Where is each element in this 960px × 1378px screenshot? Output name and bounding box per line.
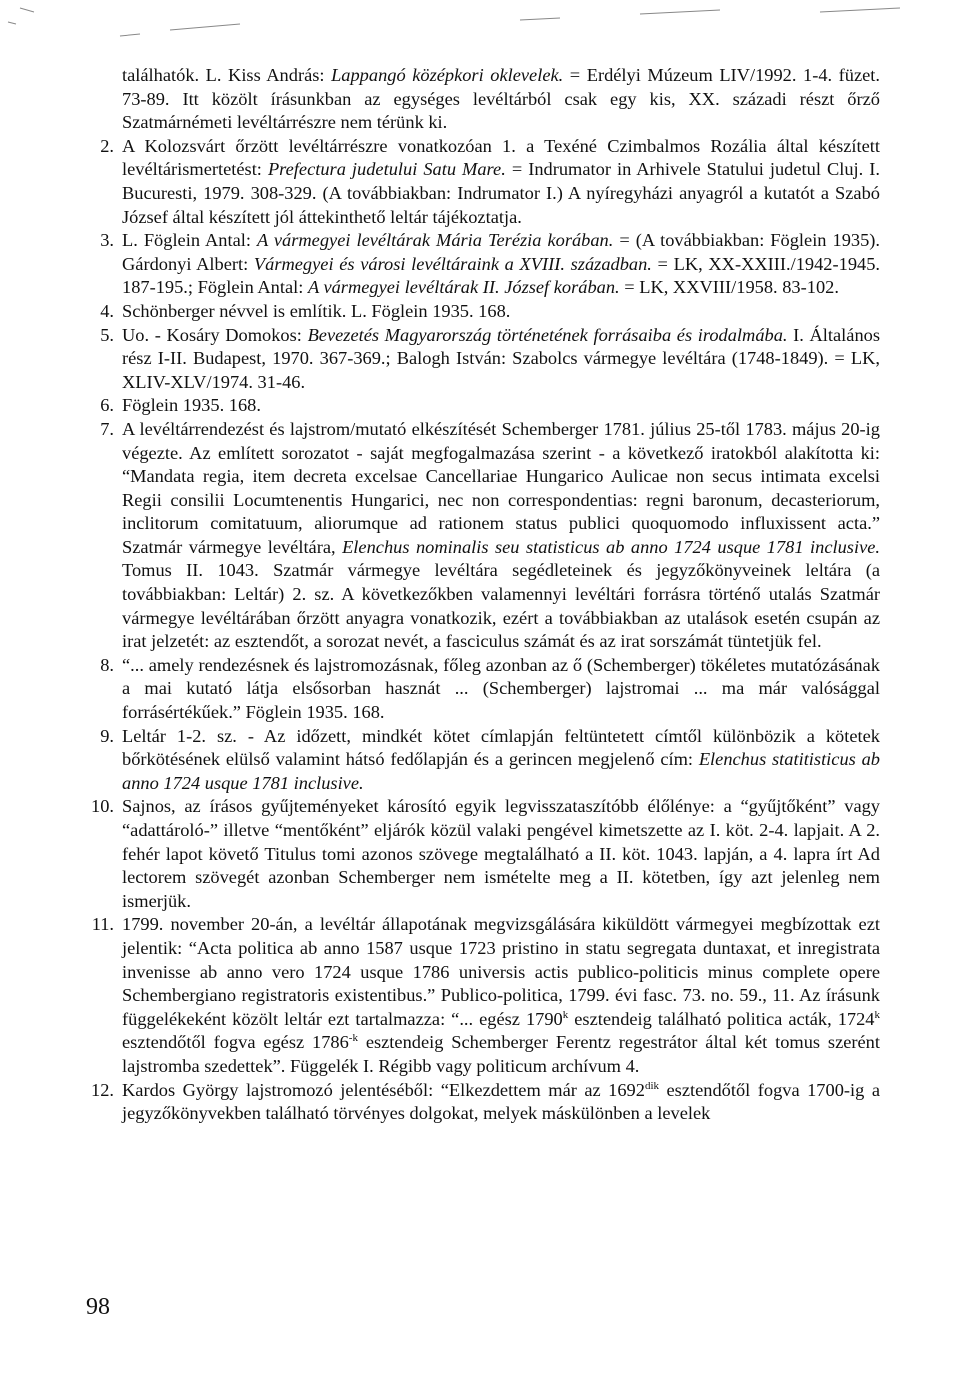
- footnote-number: 6.: [100, 395, 114, 416]
- text-run: “... amely rendezésnek és lajstromozásnak, főleg azonban az ő (Schemberger) tökéletes mutatózásának a mai kutató látja elsősorban hasznát ... (Schemberger) lajstromai ... ma már valósággal forrásértékűek.” Föglein 1935. 168.: [122, 654, 880, 723]
- text-run: esztendeig található politica acták, 1724: [568, 1008, 875, 1029]
- footnote-number: 11.: [91, 914, 114, 935]
- text-run: Kardos György lajstromozó jelentéséből: “Elkezdettem már az 1692: [122, 1079, 645, 1100]
- text-run: Leltár 1-2. sz. - Az időzett, mindkét kötet címlapján feltüntetett címtől különbözik a kötetek bőrkötésének elülső valamint hátsó fedőlapján és a gerincen megjelenő cím:: [122, 725, 880, 770]
- text-run: Sajnos, az írásos gyűjteményeket károsító egyik legvisszataszítóbb élőlénye: a “gyűjtőként” vagy “adattároló-” illetve “mentőként” eljárók közül valaki pengével kimetszette az I. köt. 2-4. lapjait. A 2. fehér lapot követő Titulus tomi azonos szövege megtalálható a II. köt. 1043. lapján, a 4. lapra írt Ad lectorem szövegét azonban Schemberger nem ismételte meg a II. kötetben, így azt jelenleg nem ismerjük.: [122, 796, 880, 911]
- text-run: esztendőtől fogva 1700-ig a jegyzőkönyvekben található törvényes dolgokat, melyek máskülönben a levelek: [122, 1079, 880, 1124]
- italic-title: Elenchus nominalis seu statisticus ab anno 1724 usque 1781 inclusive.: [342, 536, 880, 557]
- text-run: találhatók. L. Kiss András:: [122, 65, 332, 85]
- text-run: esztendeig Schemberger Ferentz regestrátor által két tomus szerént lajstromba szedettek”. Függelék I. Régibb vagy politicum archívum 4.: [122, 1032, 880, 1076]
- text-run: A levéltárrendezést és lajstrom/mutató elkészítését Schemberger 1781. július 25-től 1783. május 20-ig végezte. Az említett sorozatot - saját megfogalmazása szerint - a következő iratokból alakította ki: “Mandata regia, item decreta excelsae Cancellariae Hungarico Aulicae non secus intimata excelsi Regii consilii Locumtenentis Hungarici, nec non correspondentias: regni baronum, decasteriorum, inclitorum comitatuum, aliorumque ad rationem status publici quoquomodo influxissent acta.” Szatmár vármegye levéltára,: [122, 418, 880, 557]
- footnote-text: [122, 64, 880, 135]
- footnote-number: 3.: [100, 230, 114, 251]
- text-run: L. Föglein Antal:: [122, 230, 257, 251]
- footnote: [86, 654, 880, 725]
- footnote: [86, 324, 880, 395]
- footnote-text: [122, 418, 880, 654]
- scan-edge-marks: [0, 0, 960, 60]
- footnote-number: 9.: [100, 725, 114, 746]
- text-run: Uo. - Kosáry Domokos:: [122, 324, 308, 345]
- text-run: 1799. november 20-án, a levéltár állapotának megvizsgálására kiküldött vármegyei megbízottak ezt jelentik: “Acta politica ab anno 1587 usque 1723 pristino in statu segregata duntaxat, et inregistrata invenisse ab anno vero 1724 usque 1786 universis actis publico-politicis minus complete opere Schembergiano registratoris existentibus.” Publico-politica, 1799. évi fasc. 73. no. 59., 11. Az írásunk függelékeként közölt leltár ezt tartalmazza: “... egész 1790: [122, 914, 880, 1029]
- italic-title: A vármegyei levéltárak II. József korában.: [307, 277, 620, 298]
- italic-title: A vármegyei levéltárak Mária Terézia korában.: [256, 230, 614, 251]
- text-run: Tomus II. 1043. Szatmár vármegye levéltára segédleteinek és jegyzőkönyveinek leltára (a továbbiakban: Leltár) 2. sz. A következőkben valamennyi levéltári forrásra történő utalás Szatmár vármegye levéltárában őrzött anyagra vonatkozik, ezért a továbbiakban az utalások esetén csupán az irat jelzetét: az esztendőt, a sorozat nevét, a fasciculus számát és az irat sorszámát tüntetjük fel.: [122, 560, 880, 652]
- footnote-text: [122, 725, 880, 796]
- superscript: dik: [644, 1079, 660, 1092]
- footnote-number: 8.: [100, 654, 114, 675]
- footnote-text: [122, 795, 880, 913]
- footnote: [86, 135, 880, 229]
- text-run: = LK, XX-XXIII./1942-1945. 187-195.; Föglein Antal:: [122, 253, 880, 298]
- footnote: [86, 795, 880, 913]
- footnote-number: 12.: [91, 1079, 114, 1100]
- footnote-text: [122, 324, 880, 395]
- footnote: [86, 725, 880, 796]
- page-number: 98: [86, 1294, 110, 1320]
- footnote: [86, 913, 880, 1078]
- text-run: esztendőtől fogva egész 1786: [122, 1032, 349, 1053]
- text-run: Föglein 1935. 168.: [122, 395, 261, 416]
- italic-title: Elenchus statitisticus ab anno 1724 usque 1781 inclusive.: [122, 749, 880, 793]
- text-run: Schönberger névvel is említik. L. Föglein 1935. 168.: [122, 300, 511, 321]
- italic-title: Bevezetés Magyarország történetének forrásaiba és irodalmába.: [307, 324, 788, 345]
- footnote-text: [122, 654, 880, 725]
- footnote: [86, 64, 880, 135]
- superscript: k: [562, 1008, 569, 1021]
- footnote: [86, 394, 880, 418]
- superscript: k: [874, 1008, 880, 1021]
- footnote-text: [122, 229, 880, 300]
- footnote: [86, 1079, 880, 1126]
- italic-title: Vármegyei és városi levéltáraink a XVIII. században.: [253, 253, 652, 274]
- footnote-text: [122, 913, 880, 1078]
- footnote-number: 5.: [100, 324, 114, 345]
- text-run: = Erdélyi Múzeum LIV/1992. 1-4. füzet. 73-89. Itt közölt írásunkban az egységes levéltárból csak egy kis, XX. századi részt őrző Szatmárnémeti levéltárrészre nem térünk ki.: [122, 65, 881, 133]
- footnote-text: [122, 1079, 880, 1126]
- superscript: -k: [348, 1032, 358, 1045]
- footnote: [86, 418, 880, 654]
- italic-title: Lappangó középkori oklevelek.: [331, 65, 564, 85]
- footnote-number: 10.: [91, 796, 114, 817]
- footnote: [86, 229, 880, 300]
- text-run: I. Általános rész I-II. Budapest, 1970. 367-369.; Balogh István: Szabolcs vármegye levéltára (1748-1849). = LK, XLIV-XLV/1974. 31-46.: [122, 324, 881, 392]
- footnote-number: 7.: [100, 418, 114, 439]
- footnotes: [86, 64, 880, 1126]
- text-run: = (A továbbiakban: Föglein 1935). Gárdonyi Albert:: [122, 230, 880, 274]
- footnote-number: 4.: [100, 300, 114, 321]
- footnote-text: [122, 394, 880, 418]
- text-run: = Indrumator in Arhivele Statului judetul Cluj. I. Bucuresti, 1979. 308-329. (A továbbiakban: Indrumator I.) A nyíregyházi anyagról a kutatót a Szabó József által készített jól áttekinthető leltár tájékoztatja.: [122, 159, 880, 227]
- footnote-number: 2.: [100, 135, 114, 156]
- footnote: [86, 300, 880, 324]
- footnote-text: [122, 300, 880, 324]
- text-run: = LK, XXVIII/1958. 83-102.: [619, 277, 839, 298]
- text-run: A Kolozsvárt őrzött levéltárrészre vonatkozóan 1. a Texéné Czimbalmos Rozália által készített levéltárismertetést:: [122, 135, 880, 180]
- footnote-text: [122, 135, 880, 229]
- italic-title: Prefectura judetului Satu Mare.: [267, 159, 506, 180]
